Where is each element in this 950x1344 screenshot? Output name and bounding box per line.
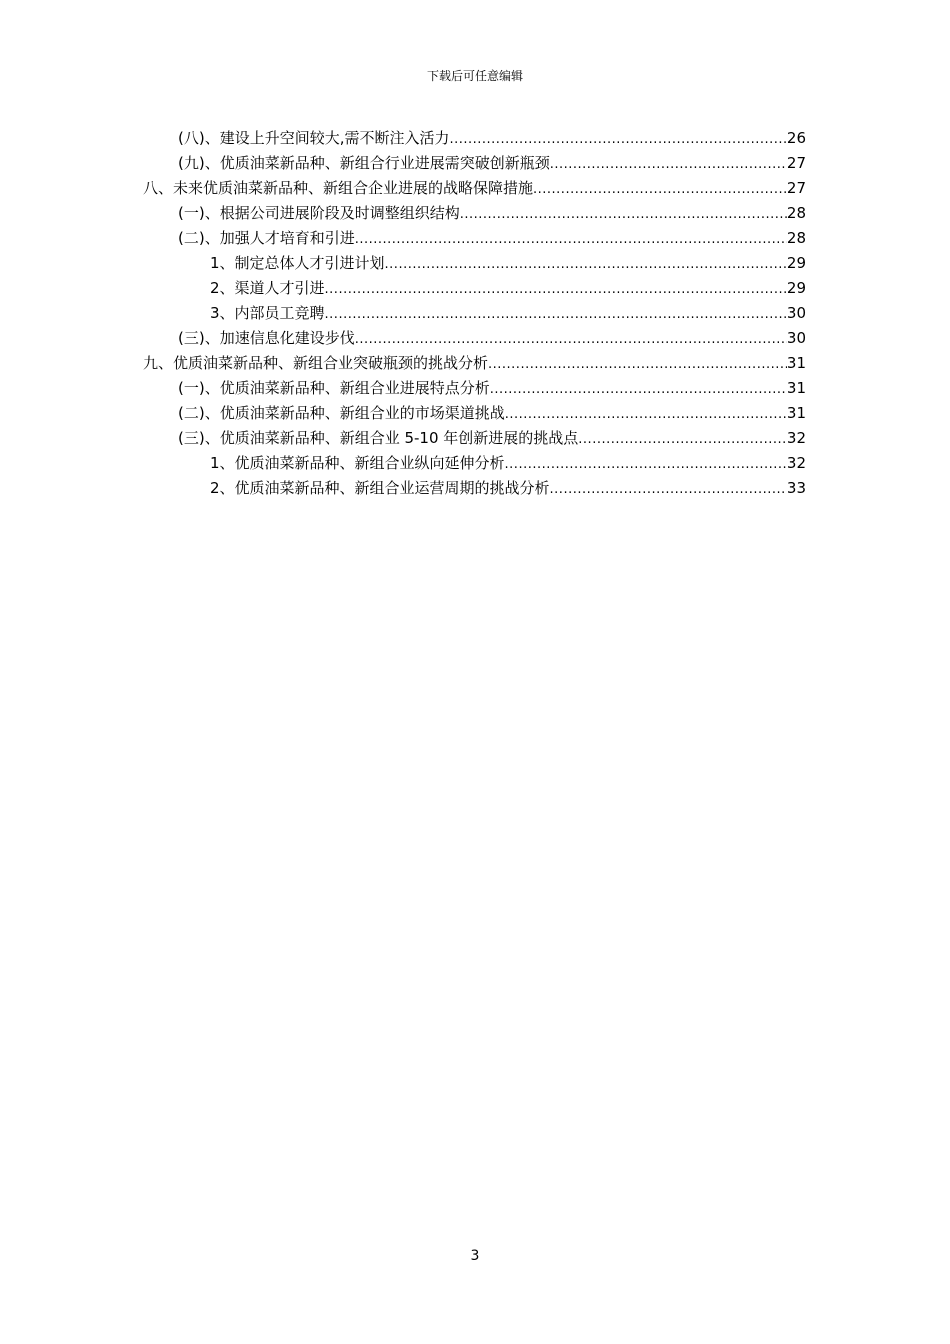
toc-entry[interactable] — [143, 376, 806, 401]
page-header: 下载后可任意编辑 — [426, 69, 523, 83]
toc-entry-title: (一)、优质油菜新品种、新组合业进展特点分析 — [178, 379, 490, 397]
toc-entry-page: 30 — [786, 304, 806, 322]
toc-entry[interactable] — [143, 426, 806, 451]
toc-entry-title: 3、内部员工竞聘 — [210, 304, 325, 322]
toc-entry-title: 九、优质油菜新品种、新组合业突破瓶颈的挑战分析 — [143, 354, 489, 372]
toc-entry-title: 2、优质油菜新品种、新组合业运营周期的挑战分析 — [210, 479, 550, 497]
toc-entry-title: (八)、建设上升空间较大,需不断注入活力 — [178, 129, 450, 147]
toc-entry[interactable] — [143, 126, 806, 151]
toc-dot-leader — [533, 177, 787, 202]
toc-entry[interactable] — [143, 251, 806, 276]
toc-dot-leader — [505, 452, 787, 477]
toc-entry-page: 32 — [786, 454, 806, 472]
toc-entry-page: 31 — [786, 379, 806, 397]
toc-dot-leader — [550, 152, 787, 177]
toc-entry-page: 31 — [786, 354, 806, 372]
toc-dot-leader — [325, 277, 787, 302]
toc-entry-page: 29 — [786, 254, 806, 272]
page-number: 3 — [470, 1248, 480, 1264]
toc-dot-leader — [355, 327, 787, 352]
toc-entry[interactable] — [143, 401, 806, 426]
toc-entry[interactable] — [143, 151, 806, 176]
toc-dot-leader — [550, 477, 787, 502]
toc-entry-page: 26 — [786, 129, 806, 147]
toc-entry-page: 28 — [786, 229, 806, 247]
toc-entry[interactable] — [143, 276, 806, 301]
toc-entry[interactable] — [143, 301, 806, 326]
toc-entry[interactable] — [143, 201, 806, 226]
toc-entry-title: 1、优质油菜新品种、新组合业纵向延伸分析 — [210, 454, 505, 472]
toc-entry[interactable] — [143, 351, 806, 376]
toc-entry-title: (一)、根据公司进展阶段及时调整组织结构 — [178, 204, 460, 222]
toc-entry-title: (三)、优质油菜新品种、新组合业 5-10 年创新进展的挑战点 — [178, 429, 579, 447]
toc-entry-page: 27 — [786, 179, 806, 197]
toc-entry[interactable] — [143, 476, 806, 501]
toc-entry-page: 33 — [786, 479, 806, 497]
toc-entry[interactable] — [143, 176, 806, 201]
toc-entry-title: 2、渠道人才引进 — [210, 279, 325, 297]
toc-dot-leader — [505, 402, 787, 427]
toc-entry-title: (三)、加速信息化建设步伐 — [178, 329, 355, 347]
toc-entry-title: (二)、优质油菜新品种、新组合业的市场渠道挑战 — [178, 404, 505, 422]
toc-entry-page: 28 — [786, 204, 806, 222]
toc-dot-leader — [578, 427, 787, 452]
toc-dot-leader — [325, 302, 787, 327]
toc-entry-title: (九)、优质油菜新品种、新组合行业进展需突破创新瓶颈 — [178, 154, 550, 172]
toc-dot-leader — [460, 202, 787, 227]
toc-entry-title: (二)、加强人才培育和引进 — [178, 229, 355, 247]
toc-dot-leader — [449, 127, 786, 152]
toc-entry[interactable] — [143, 326, 806, 351]
toc-entry-page: 31 — [786, 404, 806, 422]
toc-entry-page: 27 — [786, 154, 806, 172]
toc-entry[interactable] — [143, 451, 806, 476]
toc-entry[interactable] — [143, 226, 806, 251]
table-of-contents — [143, 126, 806, 501]
toc-entry-page: 32 — [786, 429, 806, 447]
toc-dot-leader — [385, 252, 787, 277]
toc-dot-leader — [490, 377, 787, 402]
toc-dot-leader — [355, 227, 787, 252]
toc-entry-title: 八、未来优质油菜新品种、新组合企业进展的战略保障措施 — [143, 179, 534, 197]
toc-entry-title: 1、制定总体人才引进计划 — [210, 254, 385, 272]
toc-entry-page: 30 — [786, 329, 806, 347]
toc-entry-page: 29 — [786, 279, 806, 297]
toc-dot-leader — [488, 352, 787, 377]
